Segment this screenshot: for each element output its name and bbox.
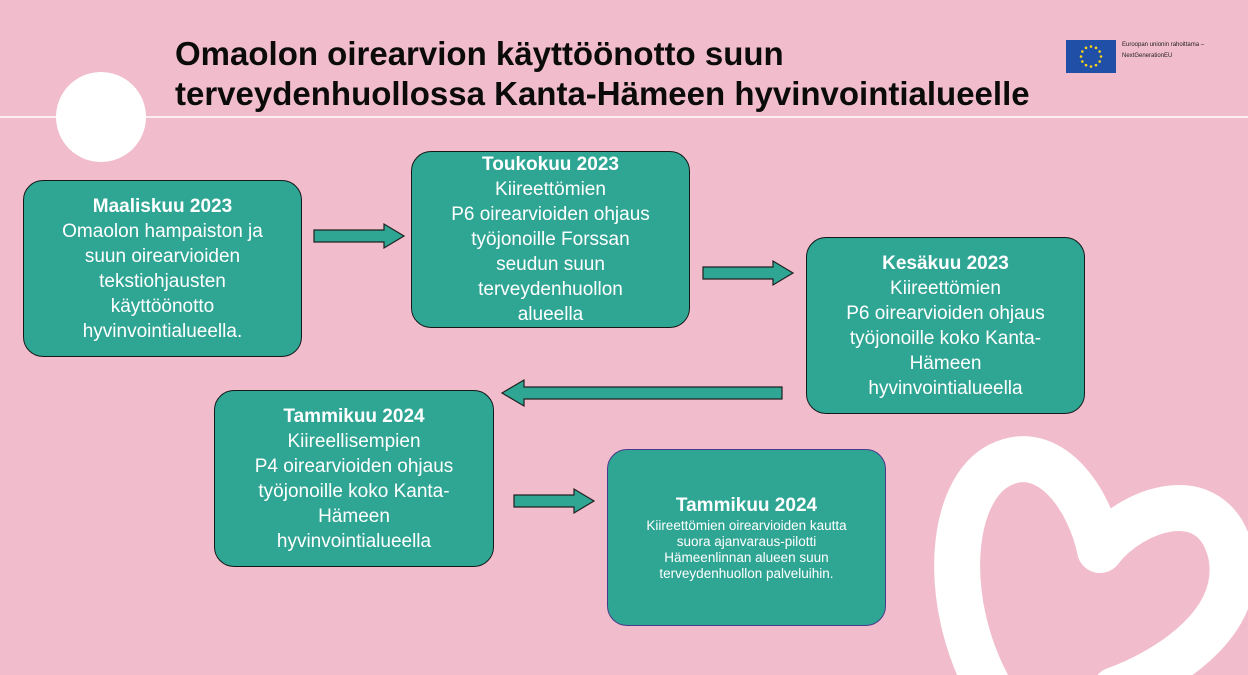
eu-funding-line-2: NextGenerationEU xyxy=(1122,53,1173,59)
eu-star xyxy=(1090,45,1093,48)
arrow-left xyxy=(500,378,784,408)
step-box-january-2024-pilot xyxy=(607,449,886,626)
decorative-heart-shape xyxy=(930,430,1248,675)
step-heading: Maaliskuu 2023 xyxy=(92,195,233,217)
eu-funding-line-1: Euroopan unionin rahoittama – xyxy=(1122,42,1205,48)
title-divider xyxy=(0,116,1248,118)
step-heading: Tammikuu 2024 xyxy=(283,405,425,427)
step-body: Omaolon hampaiston ja suun oirearvioiden tekstiohjausten käyttöönotto hyvinvointialueella. xyxy=(62,220,263,342)
eu-star xyxy=(1085,64,1088,67)
title-line-2: terveydenhuollossa Kanta-Hämeen hyvinvointialueelle xyxy=(175,75,1030,112)
step-box-june-2023 xyxy=(806,237,1085,414)
eu-star xyxy=(1098,50,1101,53)
step-heading: Tammikuu 2024 xyxy=(675,495,818,516)
step-heading: Kesäkuu 2023 xyxy=(882,252,1009,274)
eu-star xyxy=(1095,47,1098,50)
step-body: Kiireettömien P6 oirearvioiden ohjaus työjonoille Forssan seudun suun terveydenhuollon alueella xyxy=(451,179,650,325)
eu-star xyxy=(1098,60,1101,63)
eu-funding-text xyxy=(1122,40,1204,62)
arrow-right-3 xyxy=(512,487,596,515)
eu-star xyxy=(1090,65,1093,68)
eu-star xyxy=(1080,55,1083,58)
eu-star xyxy=(1100,55,1103,58)
step-body: Kiireettömien P6 oirearvioiden ohjaus työjonoille koko Kanta- Hämeen hyvinvointialueella xyxy=(846,277,1045,399)
eu-star xyxy=(1081,60,1084,63)
arrow-right-2 xyxy=(701,259,795,287)
step-heading: Toukokuu 2023 xyxy=(482,154,619,175)
step-body: Kiireettömien oirearvioiden kautta suora ajanvaraus-pilotti Hämeenlinnan alueen suun terveydenhuollon palveluihin. xyxy=(646,518,847,581)
eu-star xyxy=(1085,47,1088,50)
eu-flag-icon xyxy=(1066,40,1116,73)
eu-funding-badge xyxy=(1066,40,1204,73)
arrow-right-1 xyxy=(312,222,406,250)
step-box-may-2023 xyxy=(411,151,690,328)
step-box-march-2023 xyxy=(23,180,302,357)
eu-star xyxy=(1081,50,1084,53)
step-body: Kiireellisempien P4 oirearvioiden ohjaus työjonoille koko Kanta- Hämeen hyvinvointialueella xyxy=(254,430,454,552)
step-box-january-2024-p4 xyxy=(214,390,494,567)
eu-star xyxy=(1095,64,1098,67)
title-line-1: Omaolon oirearvion käyttöönotto suun xyxy=(175,35,784,72)
decorative-circle xyxy=(56,72,146,162)
slide-title xyxy=(175,34,1175,114)
